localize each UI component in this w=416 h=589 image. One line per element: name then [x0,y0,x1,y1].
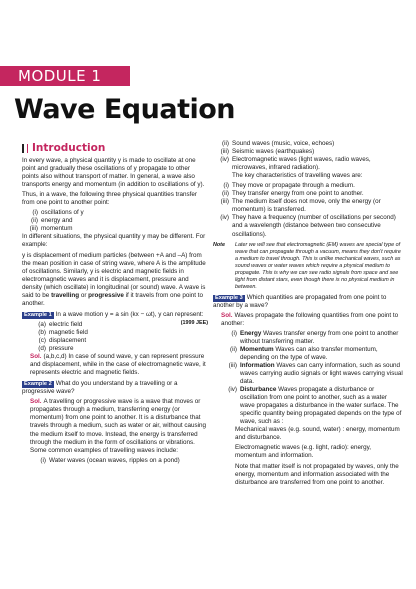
quantities-paragraph: Thus, in a wave, the following three physical quantities transfer from one point to another point: [22,191,198,207]
option-item: (b) magnetic field [38,328,88,336]
example-tag: Example 2 [24,381,52,388]
note-label: Note [213,241,225,248]
option-item: (d) pressure [38,345,74,353]
list-item: (i) oscillations of y [32,209,84,217]
section-marker-icon [22,144,28,153]
example-tag: Example 1 [24,311,52,318]
solution-text: A travelling or progressive wave is a wave that moves or propagates through a medium, transferring energy (or momentum) from one point to another. It is a disturbance that travels through a medium, such as water or air, without causing the medium itself to move. Instead, the energy is transferred through the medium in the form of oscillations or vibrations. Some common examples of travelling waves include: [30,398,207,454]
list-item: (ii) Momentum Waves can also transfer momentum, depending on the type of wave. [230,345,378,361]
list-item: (ii) Sound waves (music, voice, echoes) [222,140,335,147]
list-item: (iii) momentum [29,225,73,233]
solution-label: Sol. [30,398,42,406]
section-title: Introduction [32,142,106,155]
right-column [213,140,403,489]
example-tag: Example 3 [215,294,243,301]
section-heading [22,144,208,153]
mechanical-waves-text: Mechanical waves (e.g. sound, water) : energy, momentum and disturbance. [235,426,400,442]
page-title: Wave Equation [14,94,235,125]
left-column [22,140,208,465]
intro-paragraph: In every wave, a physical quantity y is made to oscillate at one point and gradually these oscillations of y propagate to other points also without transport of matter. In general, a wave also transports energy and momentum (in addition to oscillations of y). [22,157,205,189]
displacement-paragraph: y is displacement of medium particles (between +A and –A) from the mean position in case of string wave, where A is the amplitude of oscillations. Similarly, y is electric and magnetic fields in electromagnetic waves and it is displacement, pressure and density (which oscillate) in longitudinal (or sound) wave. A wave is said to be travelling or progressive if it travels from one point to another. [22,251,206,307]
option-item: (c) displacement [38,336,87,344]
example-question: Which quantities are propagated from one point to another by a wave? [213,293,387,309]
note-text: Later we will see that electromagnetic (EM) waves are special type of wave that can propagate through a vacuum, means they don't require a medium to travel through. This is unlike mechanical waves, such as sound waves or water waves which require a physical medium to propagate. This is why we can see radio signals from space and see light from distant stars, even though there is no physical medium in between. [235,241,401,290]
example-question: In a wave motion y = a sin (kx − ωt), y can represent: [55,310,204,318]
list-item: (iii) Information Waves can carry information, such as sound waves carrying audio signals or light waves carrying visual data. [228,361,403,386]
solution-label: Sol. [221,311,233,319]
list-item: (ii) They transfer energy from one point to another. [222,190,364,198]
example-question: What do you understand by a travelling or a progressive wave? [22,380,178,396]
list-item: (ii) energy and [31,217,73,225]
note-box [213,242,403,291]
list-item: (iv) Electromagnetic waves (light waves, radio waves, microwaves, infrared radiation). [220,156,371,172]
list-item: (iii) The medium itself does not move, only the energy (or momentum) is transferred. [220,198,381,214]
option-item: (a) electric field [38,320,83,328]
final-note-text: Note that matter itself is not propagated by waves, only the energy, momentum and information associated with the disturbance are transferred from one point to another. [235,462,399,486]
list-item: (iv) They have a frequency (number of oscillations per second) and a wavelength (distance between two consecutive oscillations). [220,214,396,238]
list-item: (i) Energy Waves transfer energy from one point to another without transferring matter. [231,329,399,345]
list-item: (iii) Seismic waves (earthquakes) [220,148,315,156]
wave-examples-list [213,140,403,172]
different-paragraph: In different situations, the physical quantity y may be different. For example: [22,233,206,249]
example-3 [213,294,403,487]
example-2 [22,380,208,464]
characteristics-list [213,182,403,238]
module-label: MODULE 1 [0,66,130,86]
characteristics-intro: The key characteristics of travelling waves are: [232,172,363,180]
example-1 [22,311,208,377]
list-item: (i) Water waves (ocean waves, ripples on a pond) [40,456,180,464]
list-item: (iv) Disturbance Waves propagate a disturbance or oscillation from one point to another, such as a water wave propagates a disturbance in the water surface. The specific quantity being propagated depends on the type of wave, such as : [228,386,402,426]
solution-label: Sol. [30,353,42,361]
quantities-list [22,209,208,233]
solution-text: (a,b,c,d) In case of sound wave, y can represent pressure and displacement, while in the case of electromagnetic wave, it represents electric and magnetic fields. [30,353,206,377]
year-tag: (1999 JEE) [180,319,208,326]
list-item: (i) They move or propagate through a medium. [223,182,355,190]
em-waves-text: Electromagnetic waves (e.g. light, radio): energy, momentum and information. [235,444,372,460]
solution-text: Waves propagate the following quantities from one point to another: [221,311,399,327]
